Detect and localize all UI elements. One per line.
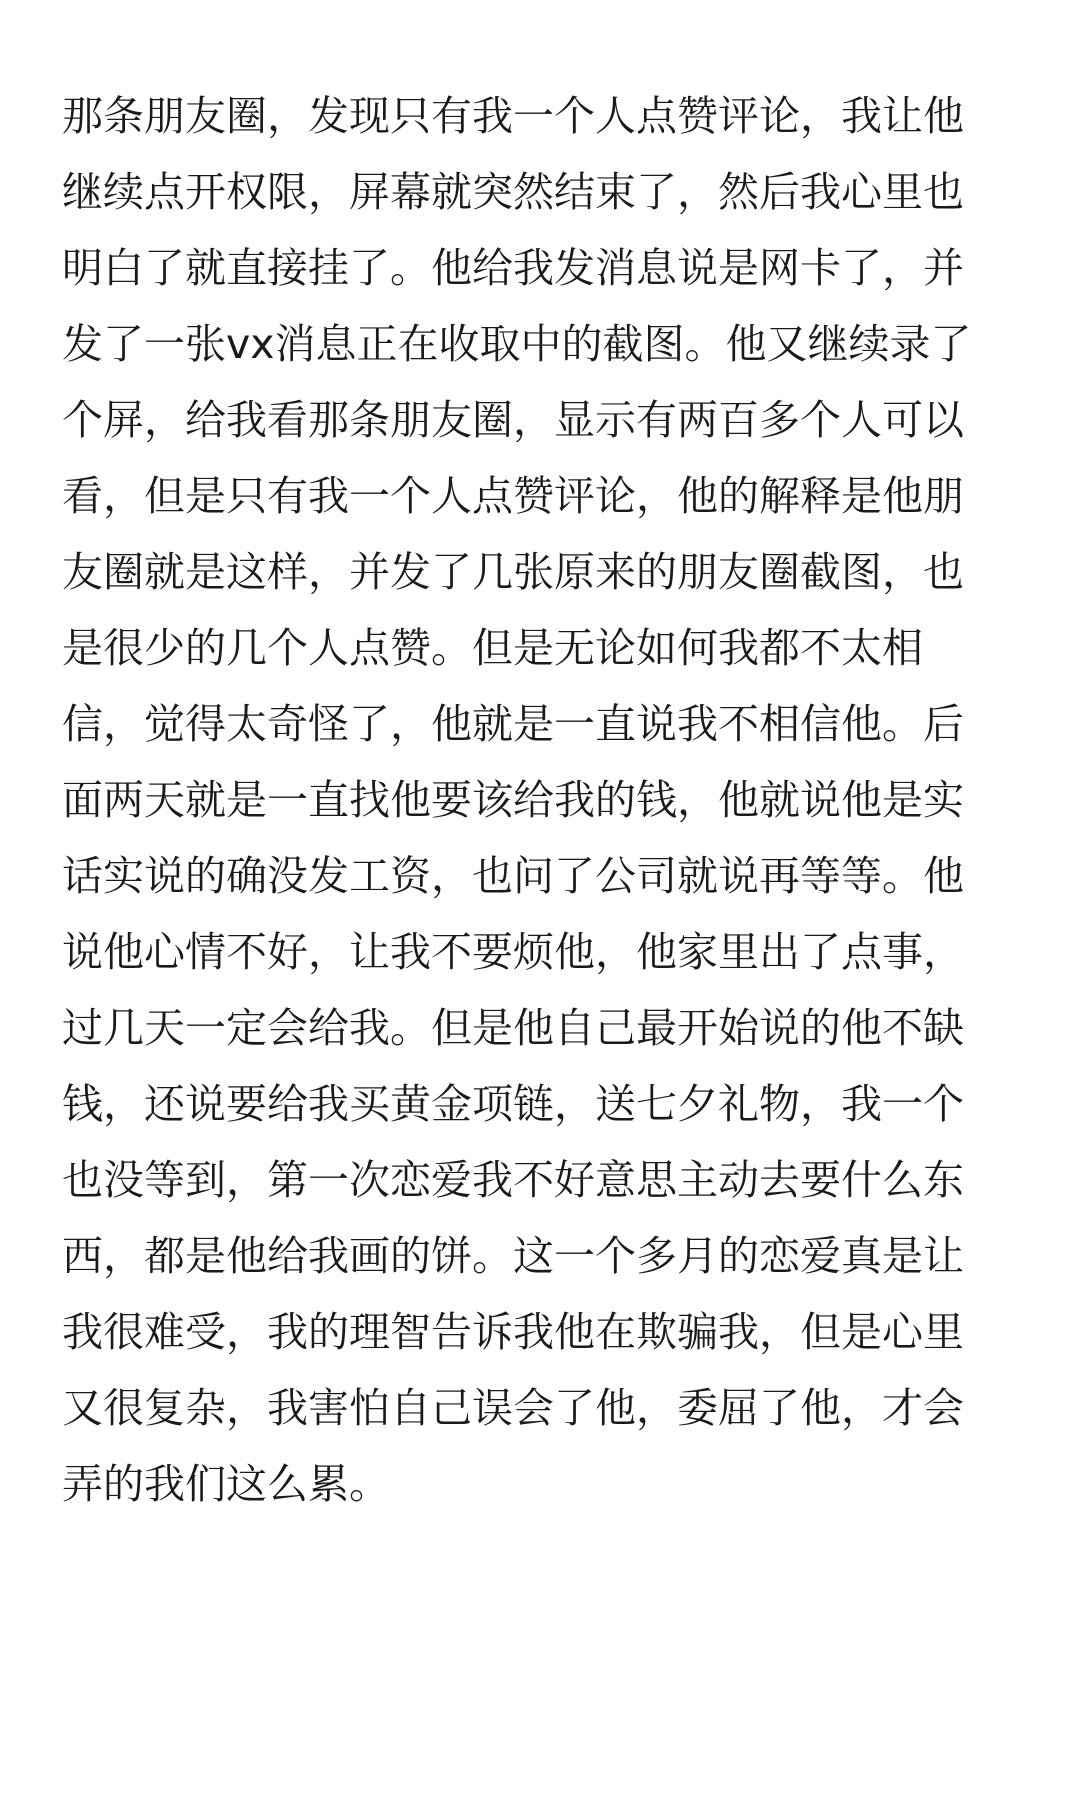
text-line: 面两天就是一直找他要该给我的钱，他就说他是实 [62, 776, 964, 824]
text-line: 信，觉得太奇怪了，他就是一直说我不相信他。后 [62, 700, 964, 748]
text-line: 是很少的几个人点赞。但是无论如何我都不太相 [62, 624, 923, 672]
text-line: 看，但是只有我一个人点赞评论，他的解释是他朋 [62, 472, 964, 520]
text-line: 个屏，给我看那条朋友圈，显示有两百多个人可以 [62, 396, 964, 444]
text-line: 过几天一定会给我。但是他自己最开始说的他不缺 [62, 1004, 964, 1052]
text-line: 继续点开权限，屏幕就突然结束了，然后我心里也 [62, 168, 964, 216]
text-line: 发了一张vx消息正在收取中的截图。他又继续录了 [62, 320, 972, 368]
text-line: 也没等到，第一次恋爱我不好意思主动去要什么东 [62, 1156, 964, 1204]
text-line: 我很难受，我的理智告诉我他在欺骗我，但是心里 [62, 1308, 964, 1356]
text-line: 友圈就是这样，并发了几张原来的朋友圈截图，也 [62, 548, 964, 596]
text-line: 话实说的确没发工资，也问了公司就说再等等。他 [62, 852, 964, 900]
text-line: 西，都是他给我画的饼。这一个多月的恋爱真是让 [62, 1232, 964, 1280]
text-line: 弄的我们这么累。 [62, 1460, 390, 1508]
text-line: 明白了就直接挂了。他给我发消息说是网卡了，并 [62, 244, 964, 292]
text-line: 那条朋友圈，发现只有我一个人点赞评论，我让他 [62, 92, 964, 140]
article-text [62, 78, 1022, 1522]
text-line: 又很复杂，我害怕自己误会了他，委屈了他，才会 [62, 1384, 964, 1432]
text-line: 说他心情不好，让我不要烦他，他家里出了点事， [62, 928, 964, 976]
text-line: 钱，还说要给我买黄金项链，送七夕礼物，我一个 [62, 1080, 964, 1128]
